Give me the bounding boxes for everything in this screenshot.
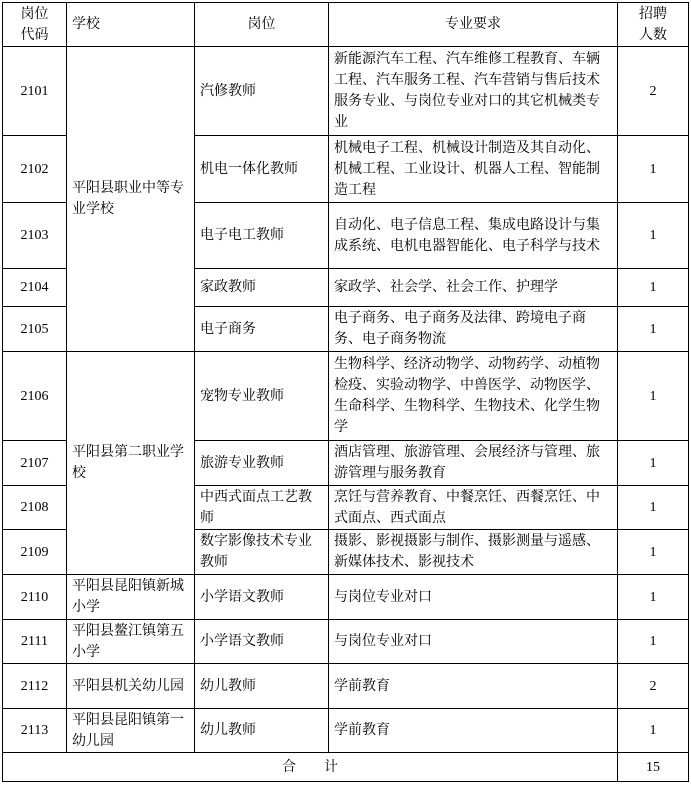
row-major: 家政学、社会学、社会工作、护理学 xyxy=(329,269,618,307)
row-count: 1 xyxy=(618,620,689,664)
table-row xyxy=(3,47,689,136)
row-major: 生物科学、经济动物学、动物药学、动植物检疫、实验动物学、中兽医学、动物医学、生命科学、生物科学、生物技术、化学生物学 xyxy=(329,352,618,441)
row-code: 2101 xyxy=(3,47,67,136)
row-count: 2 xyxy=(618,664,689,709)
row-position: 电子电工教师 xyxy=(195,203,329,269)
table-row xyxy=(3,709,689,753)
recruitment-table xyxy=(2,2,689,782)
total-label: 合 计 xyxy=(3,753,618,782)
row-major: 与岗位专业对口 xyxy=(329,575,618,620)
row-position: 幼儿教师 xyxy=(195,709,329,753)
row-position: 幼儿教师 xyxy=(195,664,329,709)
row-position: 数字影像技术专业教师 xyxy=(195,530,329,575)
table-row xyxy=(3,575,689,620)
row-code: 2109 xyxy=(3,530,67,575)
row-school: 平阳县第二职业学校 xyxy=(67,352,195,575)
row-count: 1 xyxy=(618,203,689,269)
row-count: 1 xyxy=(618,136,689,203)
total-count: 15 xyxy=(618,753,689,782)
row-school: 平阳县昆阳镇新城小学 xyxy=(67,575,195,620)
row-code: 2103 xyxy=(3,203,67,269)
row-count: 1 xyxy=(618,530,689,575)
header-count: 招聘 人数 xyxy=(618,3,689,47)
header-school: 学校 xyxy=(67,3,195,47)
row-school: 平阳县机关幼儿园 xyxy=(67,664,195,709)
table-row xyxy=(3,352,689,441)
row-major: 新能源汽车工程、汽车维修工程教育、车辆工程、汽车服务工程、汽车营销与售后技术服务专业、与岗位专业对口的其它机械类专业 xyxy=(329,47,618,136)
row-position: 宠物专业教师 xyxy=(195,352,329,441)
header-major: 专业要求 xyxy=(329,3,618,47)
row-major: 摄影、影视摄影与制作、摄影测量与遥感、新媒体技术、影视技术 xyxy=(329,530,618,575)
row-major: 酒店管理、旅游管理、会展经济与管理、旅游管理与服务教育 xyxy=(329,441,618,486)
header-code: 岗位 代码 xyxy=(3,3,67,47)
header-row xyxy=(3,3,689,47)
row-major: 机械电子工程、机械设计制造及其自动化、机械工程、工业设计、机器人工程、智能制造工程 xyxy=(329,136,618,203)
row-school: 平阳县职业中等专业学校 xyxy=(67,47,195,352)
row-count: 1 xyxy=(618,269,689,307)
row-code: 2112 xyxy=(3,664,67,709)
row-school: 平阳县昆阳镇第一幼儿园 xyxy=(67,709,195,753)
row-code: 2113 xyxy=(3,709,67,753)
row-position: 旅游专业教师 xyxy=(195,441,329,486)
row-count: 1 xyxy=(618,486,689,530)
row-position: 小学语文教师 xyxy=(195,575,329,620)
header-position: 岗位 xyxy=(195,3,329,47)
row-code: 2102 xyxy=(3,136,67,203)
row-code: 2106 xyxy=(3,352,67,441)
row-position: 中西式面点工艺教师 xyxy=(195,486,329,530)
row-code: 2110 xyxy=(3,575,67,620)
row-count: 1 xyxy=(618,575,689,620)
row-count: 2 xyxy=(618,47,689,136)
table-row xyxy=(3,664,689,709)
row-count: 1 xyxy=(618,307,689,352)
row-count: 1 xyxy=(618,441,689,486)
row-position: 家政教师 xyxy=(195,269,329,307)
row-major: 电子商务、电子商务及法律、跨境电子商务、电子商务物流 xyxy=(329,307,618,352)
row-position: 小学语文教师 xyxy=(195,620,329,664)
row-count: 1 xyxy=(618,352,689,441)
row-major: 学前教育 xyxy=(329,664,618,709)
row-major: 学前教育 xyxy=(329,709,618,753)
row-position: 汽修教师 xyxy=(195,47,329,136)
table-row xyxy=(3,620,689,664)
row-code: 2104 xyxy=(3,269,67,307)
row-code: 2105 xyxy=(3,307,67,352)
row-code: 2111 xyxy=(3,620,67,664)
row-position: 电子商务 xyxy=(195,307,329,352)
row-code: 2107 xyxy=(3,441,67,486)
row-school: 平阳县鳌江镇第五小学 xyxy=(67,620,195,664)
row-major: 与岗位专业对口 xyxy=(329,620,618,664)
row-major: 自动化、电子信息工程、集成电路设计与集成系统、电机电器智能化、电子科学与技术 xyxy=(329,203,618,269)
row-position: 机电一体化教师 xyxy=(195,136,329,203)
row-major: 烹饪与营养教育、中餐烹饪、西餐烹饪、中式面点、西式面点 xyxy=(329,486,618,530)
total-row xyxy=(3,753,689,782)
row-code: 2108 xyxy=(3,486,67,530)
row-count: 1 xyxy=(618,709,689,753)
